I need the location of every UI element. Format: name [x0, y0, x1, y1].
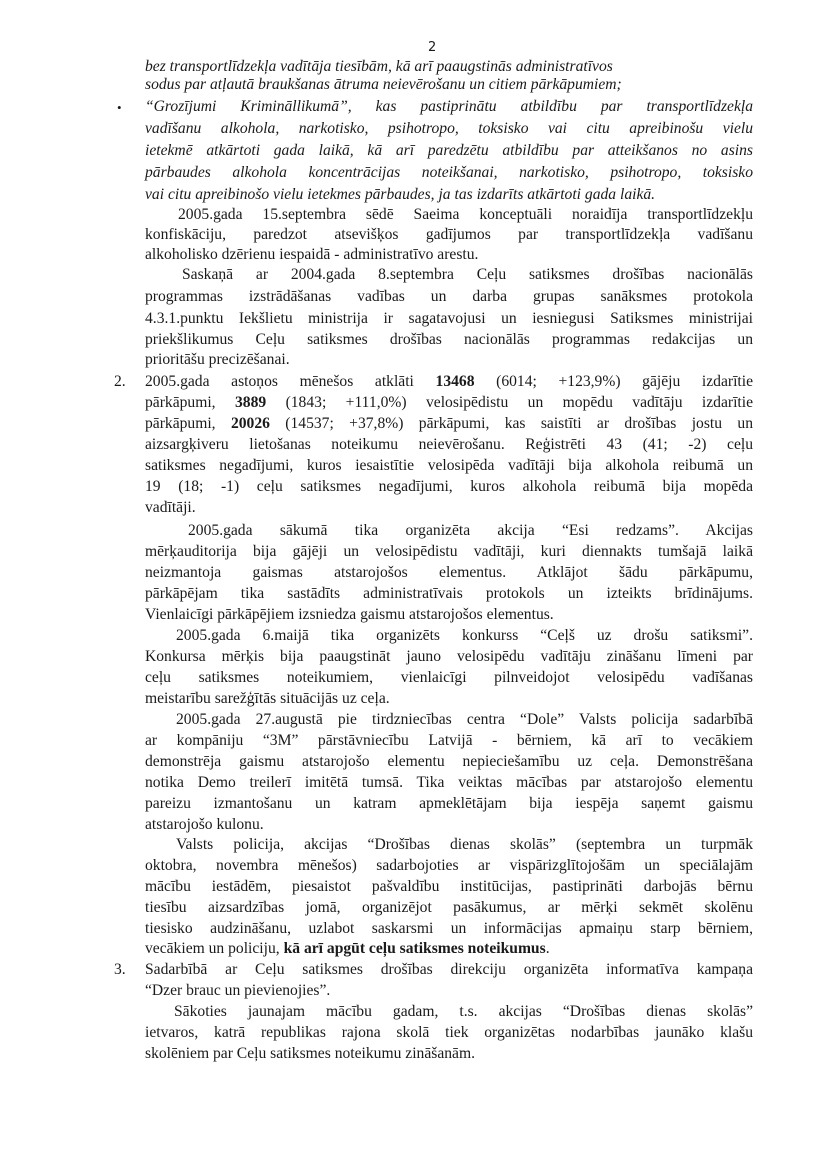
- item2-line-5: satiksmes negadījumi, kuros iesaistītie velosipēda vadītāji bija alkohola reibumā un: [145, 457, 753, 474]
- intro-line-1: bez transportlīdzekļa vadītāja tiesībām, kā arī paaugstinās administratīvos: [145, 58, 613, 75]
- item-2-number: 2.: [114, 373, 126, 390]
- skolas-line-3: mācību iestādēm, piesaistot pašvaldību institūcijas, pastiprināti darbojās bērnu: [145, 878, 753, 895]
- cels-line-4: meistarību sarežģītās situācijās uz ceļa.: [145, 690, 390, 707]
- skolas-line-4: tiesību aizsardzības jomā, organizējot pasākumus, ar mērķi sekmēt skolēnu: [145, 899, 753, 916]
- cels-line-2: Konkursa mērķis bija paaugstināt jauno velosipēdu vadītāju zināšanu līmeni par: [145, 648, 753, 665]
- intro-line-2: sodus par atļautā braukšanas ātruma neievērošanu un citiem pārkāpumiem;: [145, 76, 622, 93]
- final-line-3: skolēniem par Ceļu satiksmes noteikumu zināšanām.: [145, 1045, 475, 1062]
- dole-line-5: pareizu izmantošanu un katram apmeklētājam bija iespēja saņemt gaismu: [145, 795, 753, 812]
- dole-line-2: ar kompāniju “3M” pārstāvniecību Latvijā - bērniem, kā arī to vecākiem: [145, 732, 753, 749]
- saeima-line-3: alkoholisko dzērienu iespaidā - administratīvo arestu.: [145, 246, 479, 263]
- item2-line-3: pārkāpumi, 20026 (14537; +37,8%) pārkāpumi, kas saistīti ar drošības jostu un: [145, 415, 754, 432]
- dole-line-3: demonstrēja gaismu atstarojošo elementu nepieciešamību uz ceļa. Demonstrēšana: [145, 753, 753, 770]
- program-line-2: programmas izstrādāšanas vadības un darba grupas sanāksmes protokola: [145, 288, 753, 305]
- dole-line-6: atstarojošo kulonu.: [145, 816, 264, 833]
- final-line-2: ietvaros, katrā republikas rajona skolā tiek organizētas nodarbības jaunāko klašu: [145, 1024, 753, 1041]
- program-line-3: 4.3.1.punktu Iekšlietu ministrija ir sagatavojusi un iesniegusi Satiksmes ministrijai: [145, 310, 753, 327]
- item2-line-2: pārkāpumi, 3889 (1843; +111,0%) velosipēdistu un mopēdu vadītāju izdarītie: [145, 394, 753, 411]
- bullet-line-2: vadīšanu alkohola, narkotisko, psihotropo, toksisko vai citu apreibinošu vielu: [145, 120, 753, 137]
- dole-line-4: notika Demo treilerī imitētā tumsā. Tika veiktas mācības par atstarojošo elementu: [145, 774, 753, 791]
- bullet-line-1: “Grozījumi Krimināllikumā”, kas pastiprinātu atbildību par transportlīdzekļa: [145, 98, 753, 115]
- skolas-line-1: Valsts policija, akcijas “Drošības dienas skolās” (septembra un turpmāk: [176, 836, 753, 853]
- bullet-dot: •: [117, 100, 122, 115]
- item3-line-2: “Dzer brauc un pievienojies”.: [145, 982, 331, 999]
- skolas-line-5: tiesisko audzināšanu, uzlabot saskarsmi un informācijas apmaiņu starp bērniem,: [145, 920, 753, 937]
- page-number: 2: [428, 40, 437, 55]
- saeima-line-2: konfiskāciju, paredzot atsevišķos gadījumos par transportlīdzekļa vadīšanu: [145, 226, 753, 243]
- dole-line-1: 2005.gada 27.augustā pie tirdzniecības centra “Dole” Valsts policija sadarbībā: [176, 711, 753, 728]
- skolas-line-6: vecākiem un policiju, kā arī apgūt ceļu satiksmes noteikumus.: [145, 940, 550, 957]
- item3-line-1: Sadarbībā ar Ceļu satiksmes drošības direkciju organizēta informatīva kampaņa: [145, 961, 753, 978]
- cels-line-3: ceļu satiksmes noteikumiem, vienlaicīgi pilnveidojot velosipēdu vadīšanas: [145, 669, 753, 686]
- esi-line-4: pārkāpējam tika sastādīts administratīvais protokols un izteikts brīdinājums.: [145, 585, 753, 602]
- bullet-line-5: vai citu apreibinošo vielu ietekmes pārbaudes, ja tas izdarīts atkārtoti gada laikā.: [145, 186, 656, 203]
- saeima-line-1: 2005.gada 15.septembra sēdē Saeima konceptuāli noraidīja transportlīdzekļu: [178, 206, 753, 223]
- program-line-1: Saskaņā ar 2004.gada 8.septembra Ceļu satiksmes drošības nacionālās: [182, 266, 753, 283]
- item2-line-4: aizsargķiveru lietošanas noteikumu neievērošanu. Reģistrēti 43 (41; -2) ceļu: [145, 436, 753, 453]
- item2-line-1: 2005.gada astoņos mēnešos atklāti 13468 (6014; +123,9%) gājēju izdarītie: [145, 373, 753, 390]
- final-line-1: Sākoties jaunajam mācību gadam, t.s. akcijas “Drošības dienas skolās”: [174, 1003, 753, 1020]
- cels-line-1: 2005.gada 6.maijā tika organizēts konkurss “Ceļš uz drošu satiksmi”.: [176, 627, 753, 644]
- skolas-line-2: oktobra, novembra mēnešos) sadarbojoties ar vispārizglītojošām un speciālajām: [145, 857, 753, 874]
- program-line-5: prioritāšu precizēšanai.: [145, 351, 290, 368]
- esi-line-5: Vienlaicīgi pārkāpējiem izsniedza gaismu atstarojošos elementus.: [145, 606, 554, 623]
- item-3-number: 3.: [114, 961, 126, 978]
- bullet-line-4: pārbaudes alkohola koncentrācijas noteikšanai, narkotisko, psihotropo, toksisko: [145, 164, 753, 181]
- program-line-4: priekšlikumus Ceļu satiksmes drošības nacionālās programmas redakcijas un: [145, 331, 753, 348]
- item2-line-7: vadītāji.: [145, 499, 196, 516]
- item2-line-6: 19 (18; -1) ceļu satiksmes negadījumi, kuros alkohola reibumā bija mopēda: [145, 478, 753, 495]
- bullet-line-3: ietekmē atkārtoti gada laikā, kā arī paredzētu atbildību par atteikšanos no asins: [145, 142, 753, 159]
- esi-line-2: mērķauditorija bija gājēji un velosipēdistu vadītāji, kuri diennakts tumšajā laikā: [145, 543, 753, 560]
- esi-line-1: 2005.gada sākumā tika organizēta akcija “Esi redzams”. Akcijas: [188, 522, 753, 539]
- esi-line-3: neizmantoja gaismas atstarojošos elementus. Atklājot šādu pārkāpumu,: [145, 564, 753, 581]
